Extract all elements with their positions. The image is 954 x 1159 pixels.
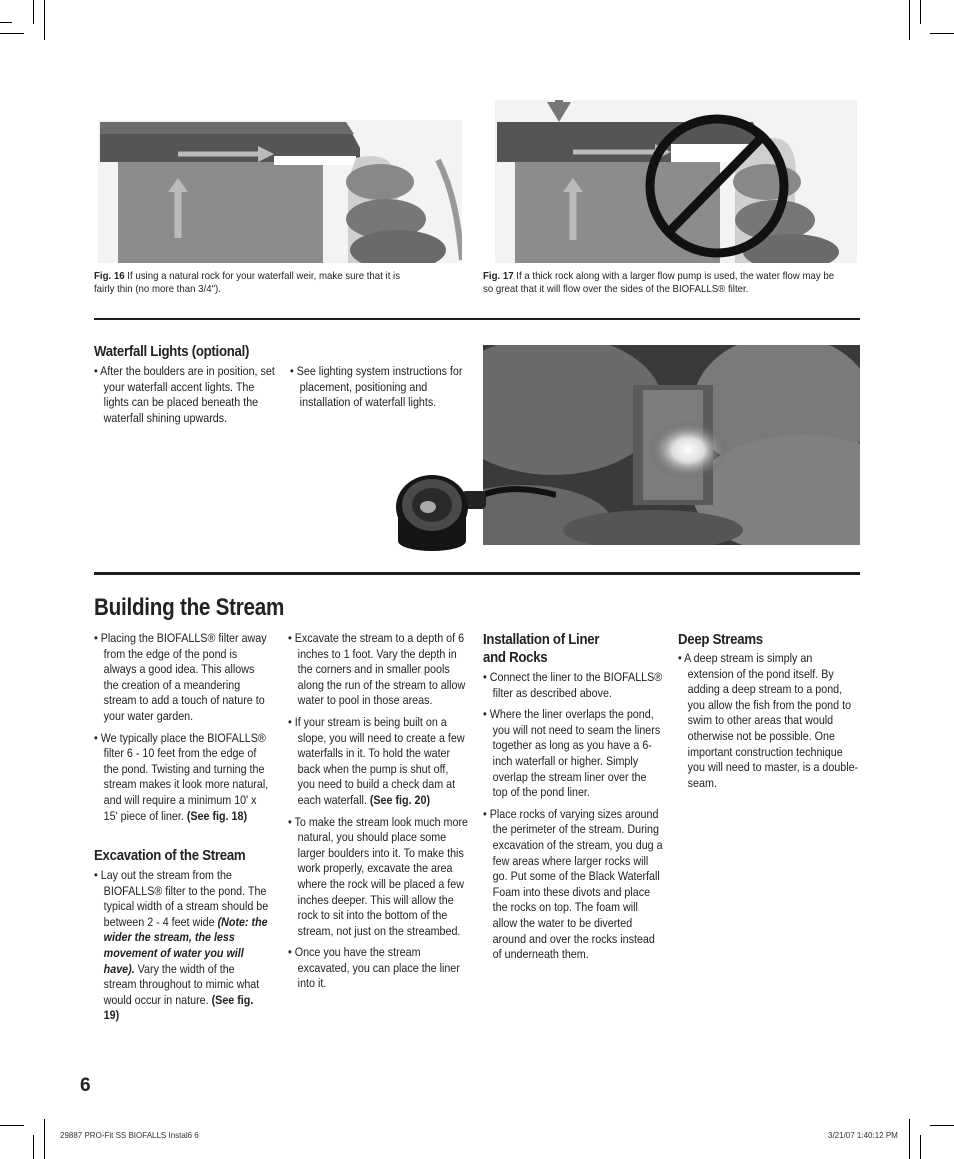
col1-note: (Note: the wider the stream, the less movement of water you will have). [103,914,268,976]
page-number: 6 [80,1075,91,1096]
col2-para-1: • Excavate the stream to a depth of 6 inches to 1 foot. Vary the depth in the corners and in smaller pools along the run of the stream to allow water to pool in those areas. [288,631,466,708]
footer-left: 29887 PRO-Fit SS BIOFALLS Instal6 6 [60,1131,199,1140]
col1-para-2 [94,731,270,825]
col3-para-1: • Connect the liner to the BIOFALLS® filter as described above. [483,670,663,700]
deep-streams-heading: Deep Streams [678,631,763,648]
waterfall-lights-text-1: • After the boulders are in position, set your waterfall accent lights. The lights can be placed beneath the waterfall shining upwards. [94,364,275,425]
see-fig-18-ref: (See fig. 18) [186,808,248,823]
section-title: Building the Stream [94,594,285,621]
fig17-caption [483,270,842,296]
col2-para-2-text: • If your stream is being built on a slope, you will need to create a few waterfalls in it. To hold the water back when the pump is shut off, you need to build a check dam at each waterfall. [288,714,465,807]
see-fig-20-ref: (See fig. 20) [369,792,431,807]
fig17-text: If a thick rock along with a larger flow pump is used, the water flow may be so great that it will flow over the sides of the BIOFALLS® filter. [483,270,835,295]
footer-right: 3/21/07 1:40:12 PM [828,1131,898,1140]
rule-middle [94,572,860,575]
column-2 [288,631,468,998]
column-4 [678,651,858,797]
waterfall-lights-col1 [94,364,277,432]
col1-para-3b: Vary the width of the stream throughout to mimic what would occur in nature. [103,961,260,1007]
waterfall-lights-heading: Waterfall Lights (optional) [94,343,250,360]
col1-para-3 [94,868,270,1024]
fig16-text: If using a natural rock for your waterfall weir, make sure that it is fairly thin (no more than 3/4"). [94,270,401,295]
waterfall-lights-text-2: • See lighting system instructions for placement, positioning and installation of waterfall lights. [290,364,463,410]
col3-para-3: • Place rocks of varying sizes around the perimeter of the stream. During excavation of the stream, you dug a few areas where larger rocks will go. Put some of the Black Waterfall Foam into these divots and place the rocks on top. The foam will allow the water to be diverted around and over the rocks instead of underneath them. [483,806,663,962]
fig16-caption [94,270,407,296]
col2-para-3: • To make the stream look much more natural, you should place some larger boulders into it. To make this work properly, excavate the area where the rock will be placed a few inches deeper. This will allow the rock to sit into the bottom of the stream, not just on the streambed. [288,814,469,938]
waterfall-lights-col2 [290,364,466,417]
col1-para-1: • Placing the BIOFALLS® filter away from the edge of the pond is always a good idea. This allows the creation of a meandering stream to add a touch of nature to your water garden. [94,631,267,723]
rule-top [94,318,860,320]
col2-para-2 [288,715,468,809]
see-fig-19-ref: (See fig. 19) [103,992,254,1023]
fig16-illustration [98,120,462,263]
col4-para-1: • A deep stream is simply an extension of the pond itself. By adding a deep stream to a pond, you allow the fish from the pond to swim to other areas that would otherwise not be possible. One important construction technique you will need to master, is a double-seam. [678,651,859,790]
waterfall-light-fixture [396,465,556,555]
fig17-label: Fig. 17 [483,270,514,282]
col1-para-3a: • Lay out the stream from the BIOFALLS® filter to the pond. The typical width of a stream should be between 2 - 4 feet wide [94,868,269,929]
fig17-illustration [495,100,857,263]
excavation-heading: Excavation of the Stream [94,847,246,864]
column-1 [94,631,270,830]
liner-rocks-heading: Installation of Liner and Rocks [483,631,600,666]
column-1-lower [94,868,270,1030]
col3-para-2: • Where the liner overlaps the pond, you will not need to seam the liners together as long as you have a 6-inch waterfall or higher. Simply overlap the stream liner over the top of the pond liner. [483,707,661,800]
col1-para-2-text: • We typically place the BIOFALLS® filter 6 - 10 feet from the edge of the pond. Twisting and turning the stream makes it look more natural, and will require a minimum 10' x 15' piece of liner. [94,730,269,823]
column-3 [483,670,663,969]
fig16-label: Fig. 16 [94,270,125,282]
col2-para-4: • Once you have the stream excavated, you can place the liner into it. [288,945,460,991]
